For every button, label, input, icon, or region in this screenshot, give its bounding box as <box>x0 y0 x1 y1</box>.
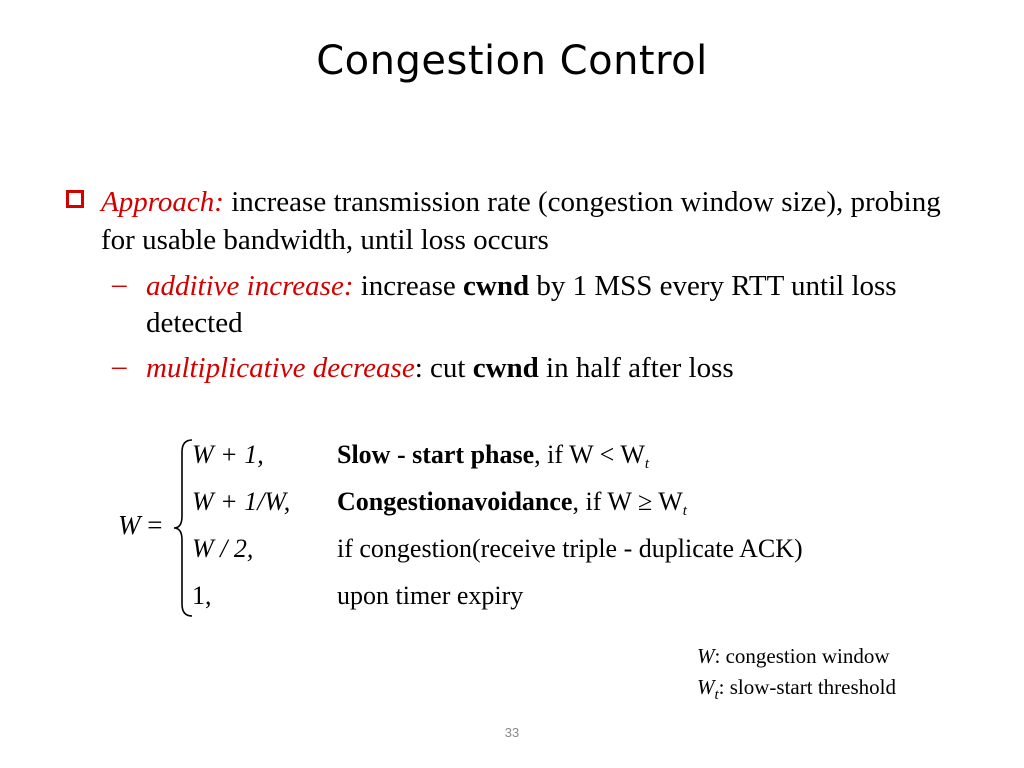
case-2-cond-rest: , if W ≥ W <box>572 487 683 516</box>
multiplicative-colon: : <box>414 352 423 384</box>
case-1-expr: W + 1, <box>192 440 264 469</box>
case-4-cond: upon timer expiry <box>337 581 524 610</box>
case-4-expr: 1, <box>192 581 212 610</box>
case-1-cond-bold: Slow - start phase <box>337 440 535 469</box>
case-3-cond: if congestion(receive triple - duplicate ACK) <box>337 534 803 563</box>
sub-bullet-multiplicative <box>146 350 946 387</box>
equation-w: W <box>118 510 141 540</box>
approach-label: Approach: <box>101 186 224 218</box>
case-1-cond-rest: , if W < W <box>534 440 645 469</box>
multiplicative-pre: cut <box>422 352 473 384</box>
case-3-expr: W / 2, <box>192 534 254 563</box>
legend-wt-sub: t <box>714 687 719 703</box>
legend-wt <box>697 672 896 711</box>
multiplicative-cwnd: cwnd <box>472 352 539 384</box>
dash-icon: – <box>112 268 127 300</box>
legend-w <box>697 641 896 672</box>
bullet-square-icon <box>66 190 84 208</box>
legend <box>697 641 896 711</box>
additive-label: additive increase: <box>146 270 354 302</box>
dash-icon: – <box>112 350 127 382</box>
case-1-cond <box>337 440 649 473</box>
legend-w-symbol: W <box>697 644 715 668</box>
left-brace-icon <box>172 438 194 618</box>
approach-text: increase transmission rate (congestion window size), probing for usable bandwidth, until loss occurs <box>101 186 941 256</box>
multiplicative-label: multiplicative decrease <box>146 352 415 384</box>
legend-wt-symbol: W <box>697 675 715 699</box>
equation-lhs <box>118 510 162 541</box>
equation-equals: = <box>140 510 163 540</box>
additive-post: by 1 MSS every RTT until loss detected <box>146 270 897 339</box>
page-number: 33 <box>504 725 520 740</box>
additive-cwnd: cwnd <box>463 270 530 302</box>
legend-w-desc: : congestion window <box>714 644 890 668</box>
case-2-cond <box>337 487 687 520</box>
slide-title: Congestion Control <box>316 38 708 84</box>
case-2-expr: W + 1/W, <box>192 487 291 516</box>
legend-wt-desc: : slow-start threshold <box>718 675 896 699</box>
case-2-cond-bold: Congestionavoidance <box>337 487 573 516</box>
case-2-sub: t <box>682 503 687 519</box>
multiplicative-post: in half after loss <box>538 352 734 384</box>
bullet-approach <box>101 183 961 259</box>
additive-pre: increase <box>353 270 463 302</box>
case-1-sub: t <box>644 456 650 472</box>
sub-bullet-additive <box>146 268 946 342</box>
